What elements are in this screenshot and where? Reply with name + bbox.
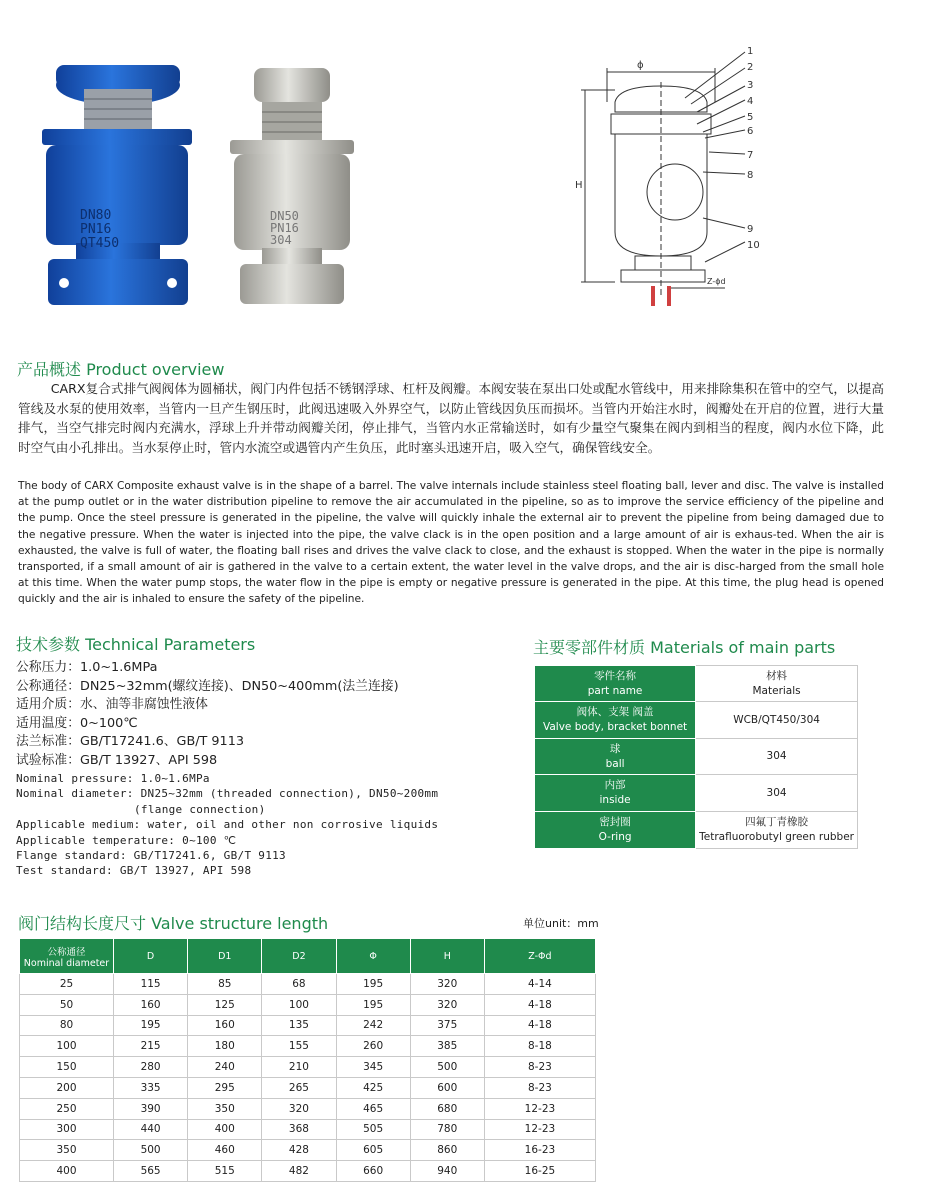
table-row xyxy=(20,1036,596,1057)
table-cell: 605 xyxy=(336,1140,410,1161)
table-cell: 16-25 xyxy=(484,1161,595,1182)
table-cell: 100 xyxy=(20,1036,114,1057)
table-cell: 320 xyxy=(410,994,484,1015)
materials-material-cell: WCB/QT450/304 xyxy=(696,702,858,739)
table-cell: 200 xyxy=(20,1077,114,1098)
materials-header-row xyxy=(535,666,858,702)
table-cell: 12-23 xyxy=(484,1119,595,1140)
materials-table xyxy=(534,665,858,849)
table-cell: 150 xyxy=(20,1057,114,1078)
table-cell: 320 xyxy=(262,1098,336,1119)
materials-header-material: 材料 Materials xyxy=(696,666,858,702)
header-z-phid: Z-Φd xyxy=(484,939,595,974)
table-cell: 505 xyxy=(336,1119,410,1140)
product-photo-silver-valve xyxy=(224,60,360,310)
silver-valve-marking-2: PN16 xyxy=(270,221,299,235)
drawing-label-4: 4 xyxy=(747,96,754,107)
table-cell: 260 xyxy=(336,1036,410,1057)
table-cell: 390 xyxy=(114,1098,188,1119)
param-en-line: Applicable medium: water, oil and other non corrosive liquids xyxy=(16,818,439,832)
table-cell: 195 xyxy=(336,994,410,1015)
blue-valve-marking-1: DN80 xyxy=(80,208,112,223)
table-cell: 80 xyxy=(20,1015,114,1036)
drawing-label-10: 10 xyxy=(747,240,760,251)
table-row xyxy=(20,1015,596,1036)
blue-valve-marking-2: PN16 xyxy=(80,222,112,237)
table-cell: 4-14 xyxy=(484,974,595,995)
drawing-label-8: 8 xyxy=(747,170,754,181)
table-cell: 515 xyxy=(188,1161,262,1182)
header-d2: D2 xyxy=(262,939,336,974)
table-cell: 350 xyxy=(188,1098,262,1119)
materials-row xyxy=(535,812,858,849)
table-cell: 460 xyxy=(188,1140,262,1161)
table-cell: 242 xyxy=(336,1015,410,1036)
table-row xyxy=(20,1077,596,1098)
structure-length-table xyxy=(19,938,596,1182)
table-cell: 940 xyxy=(410,1161,484,1182)
materials-part-cell: 密封圈 O-ring xyxy=(535,812,696,849)
table-cell: 780 xyxy=(410,1119,484,1140)
drawing-dim-z: Z-ϕd xyxy=(707,277,726,286)
table-cell: 680 xyxy=(410,1098,484,1119)
table-cell: 320 xyxy=(410,974,484,995)
param-cn-line: 法兰标准：GB/T17241.6、GB/T 9113 xyxy=(16,734,244,749)
param-cn-line: 适用介质：水、油等非腐蚀性液体 xyxy=(16,697,208,712)
materials-row xyxy=(535,739,858,775)
table-cell: 125 xyxy=(188,994,262,1015)
drawing-dim-h: H xyxy=(575,180,583,191)
drawing-label-6: 6 xyxy=(747,126,754,137)
table-cell: 350 xyxy=(20,1140,114,1161)
table-cell: 115 xyxy=(114,974,188,995)
table-cell: 482 xyxy=(262,1161,336,1182)
technical-parameters-cn xyxy=(16,659,399,770)
materials-row xyxy=(535,702,858,739)
drawing-label-2: 2 xyxy=(747,62,754,73)
materials-material-cell: 304 xyxy=(696,739,858,775)
table-cell: 440 xyxy=(114,1119,188,1140)
materials-part-cell: 内部 inside xyxy=(535,775,696,812)
table-cell: 385 xyxy=(410,1036,484,1057)
table-row xyxy=(20,1140,596,1161)
table-cell: 295 xyxy=(188,1077,262,1098)
table-cell: 280 xyxy=(114,1057,188,1078)
header-d1: D1 xyxy=(188,939,262,974)
table-cell: 465 xyxy=(336,1098,410,1119)
table-cell: 425 xyxy=(336,1077,410,1098)
table-cell: 155 xyxy=(262,1036,336,1057)
drawing-label-1: 1 xyxy=(747,46,754,57)
table-cell: 25 xyxy=(20,974,114,995)
param-cn-line: 适用温度：0~100℃ xyxy=(16,715,138,731)
structure-length-title: 阀门结构长度尺寸 Valve structure length xyxy=(18,914,329,933)
table-cell: 368 xyxy=(262,1119,336,1140)
drawing-label-3: 3 xyxy=(747,80,754,91)
table-cell: 600 xyxy=(410,1077,484,1098)
materials-material-cell: 四氟丁青橡胶 Tetrafluorobutyl green rubber xyxy=(696,812,858,849)
structure-length-header-row xyxy=(20,939,596,974)
header-phi: Φ xyxy=(336,939,410,974)
table-cell: 16-23 xyxy=(484,1140,595,1161)
materials-title: 主要零部件材质 Materials of main parts xyxy=(533,638,836,657)
table-cell: 4-18 xyxy=(484,1015,595,1036)
param-en-line: Test standard: GB/T 13927, API 598 xyxy=(16,864,252,878)
product-photo-blue-valve xyxy=(36,55,196,315)
product-overview-en: The body of CARX Composite exhaust valve is in the shape of a barrel. The valve internals include stainless steel floating ball, lever and disc. The valve is installed at the pump outlet or in the water distribution pipeline to remove the air accumulated in the pipeline, so as to improve the service efficiency of the pipeline and the pump. Once the steel pressure is generated in the pipeline, the valve will quickly inhale the external air to prevent the pipeline from being damaged due to the negative pressure. When the water is injected into the pipe, the valve clack is in the open position and a large amount of air is exhaus-ted. When the air is exhausted, the valve is full of water, the floating ball rises and drives the valve clack to close, and the exhaust is stopped. When the water in the pipe is normally transported, if a small amount of air is gathered in the valve to a certain extent, the water level in the valve drops, and the air is disc-harged from the small hole at this time. When the water pump stops, the water flow in the pipe is empty or negative pressure is generated in the pipe. At this time, the plug head is opened quickly and the air is inhaled to ensure the safety of the pipeline. xyxy=(18,480,884,606)
param-en-line: (flange connection) xyxy=(134,802,266,816)
materials-material-cell: 304 xyxy=(696,775,858,812)
table-cell: 375 xyxy=(410,1015,484,1036)
table-cell: 500 xyxy=(114,1140,188,1161)
param-cn-line: 试验标准：GB/T 13927、API 598 xyxy=(16,752,218,768)
materials-header-part: 零件名称 part name xyxy=(535,666,696,702)
drawing-label-7: 7 xyxy=(747,150,754,161)
table-cell: 860 xyxy=(410,1140,484,1161)
table-row xyxy=(20,994,596,1015)
table-cell: 160 xyxy=(114,994,188,1015)
table-cell: 240 xyxy=(188,1057,262,1078)
table-cell: 400 xyxy=(20,1161,114,1182)
technical-parameters-en xyxy=(16,771,438,879)
table-row xyxy=(20,1119,596,1140)
table-cell: 85 xyxy=(188,974,262,995)
param-en-line: Applicable temperature: 0~100 ℃ xyxy=(16,833,237,847)
param-cn-line: 公称压力：1.0~1.6MPa xyxy=(16,660,158,675)
table-cell: 68 xyxy=(262,974,336,995)
param-en-line: Nominal pressure: 1.0~1.6MPa xyxy=(16,772,210,785)
table-cell: 12-23 xyxy=(484,1098,595,1119)
table-cell: 265 xyxy=(262,1077,336,1098)
blue-valve-marking-3: QT450 xyxy=(80,236,120,251)
table-cell: 500 xyxy=(410,1057,484,1078)
header-h: H xyxy=(410,939,484,974)
table-cell: 565 xyxy=(114,1161,188,1182)
table-cell: 8-23 xyxy=(484,1077,595,1098)
table-cell: 135 xyxy=(262,1015,336,1036)
silver-valve-marking-1: DN50 xyxy=(270,209,299,223)
drawing-label-5: 5 xyxy=(747,112,754,123)
table-cell: 400 xyxy=(188,1119,262,1140)
table-row xyxy=(20,974,596,995)
materials-row xyxy=(535,775,858,812)
structure-length-unit: 单位unit：mm xyxy=(523,917,599,930)
table-cell: 215 xyxy=(114,1036,188,1057)
technical-parameters-title: 技术参数 Technical Parameters xyxy=(16,635,256,654)
drawing-label-9: 9 xyxy=(747,224,754,235)
product-overview-title: 产品概述 Product overview xyxy=(17,360,225,379)
header-d: D xyxy=(114,939,188,974)
table-cell: 4-18 xyxy=(484,994,595,1015)
table-cell: 660 xyxy=(336,1161,410,1182)
table-cell: 8-18 xyxy=(484,1036,595,1057)
header-nominal-diameter: 公称通径 Nominal diameter xyxy=(20,939,114,974)
table-cell: 300 xyxy=(20,1119,114,1140)
param-cn-line: 公称通径：DN25~32mm(螺纹连接)、DN50~400mm(法兰连接) xyxy=(16,678,399,694)
table-cell: 335 xyxy=(114,1077,188,1098)
param-en-line: Flange standard: GB/T17241.6, GB/T 9113 xyxy=(16,849,286,863)
table-cell: 428 xyxy=(262,1140,336,1161)
table-cell: 50 xyxy=(20,994,114,1015)
drawing-dim-phi: ϕ xyxy=(637,60,644,71)
materials-part-cell: 球 ball xyxy=(535,739,696,775)
table-cell: 195 xyxy=(114,1015,188,1036)
table-cell: 8-23 xyxy=(484,1057,595,1078)
product-overview-cn: CARX复合式排气阀阀体为圆桶状，阀门内件包括不锈钢浮球、杠杆及阀瓣。本阀安装在泵出口处或配水管线中，用来排除集积在管中的空气，以提高管线及水泵的使用效率，当管内一旦产生钢压时，此阀迅速吸入外界空气，以防止管线因负压而损坏。当管内开始注水时，阀瓣处在开启的位置，进行大量排气，当空气排完时阀内充满水，浮球上升并带动阀瓣关闭，停止排气，当管内水正常输送时，如有少量空气聚集在阀内到相当的程度，阀内水位下降，此时空气由小孔排出。当水泵停止时，管内水流空或遇管内产生负压，此时塞头迅速开启，吸入空气，确保管线安全。 xyxy=(18,381,884,455)
table-cell: 210 xyxy=(262,1057,336,1078)
table-cell: 160 xyxy=(188,1015,262,1036)
table-row xyxy=(20,1098,596,1119)
table-cell: 250 xyxy=(20,1098,114,1119)
table-row xyxy=(20,1057,596,1078)
param-en-line: Nominal diameter: DN25~32mm (threaded connection), DN50~200mm xyxy=(16,787,439,801)
table-cell: 100 xyxy=(262,994,336,1015)
table-row xyxy=(20,1161,596,1182)
materials-part-cell: 阀体、支架 阀盖 Valve body, bracket bonnet xyxy=(535,702,696,739)
valve-section-drawing xyxy=(575,42,775,318)
table-cell: 345 xyxy=(336,1057,410,1078)
silver-valve-marking-3: 304 xyxy=(270,233,292,247)
table-cell: 195 xyxy=(336,974,410,995)
structure-length-body xyxy=(20,974,596,1182)
table-cell: 180 xyxy=(188,1036,262,1057)
